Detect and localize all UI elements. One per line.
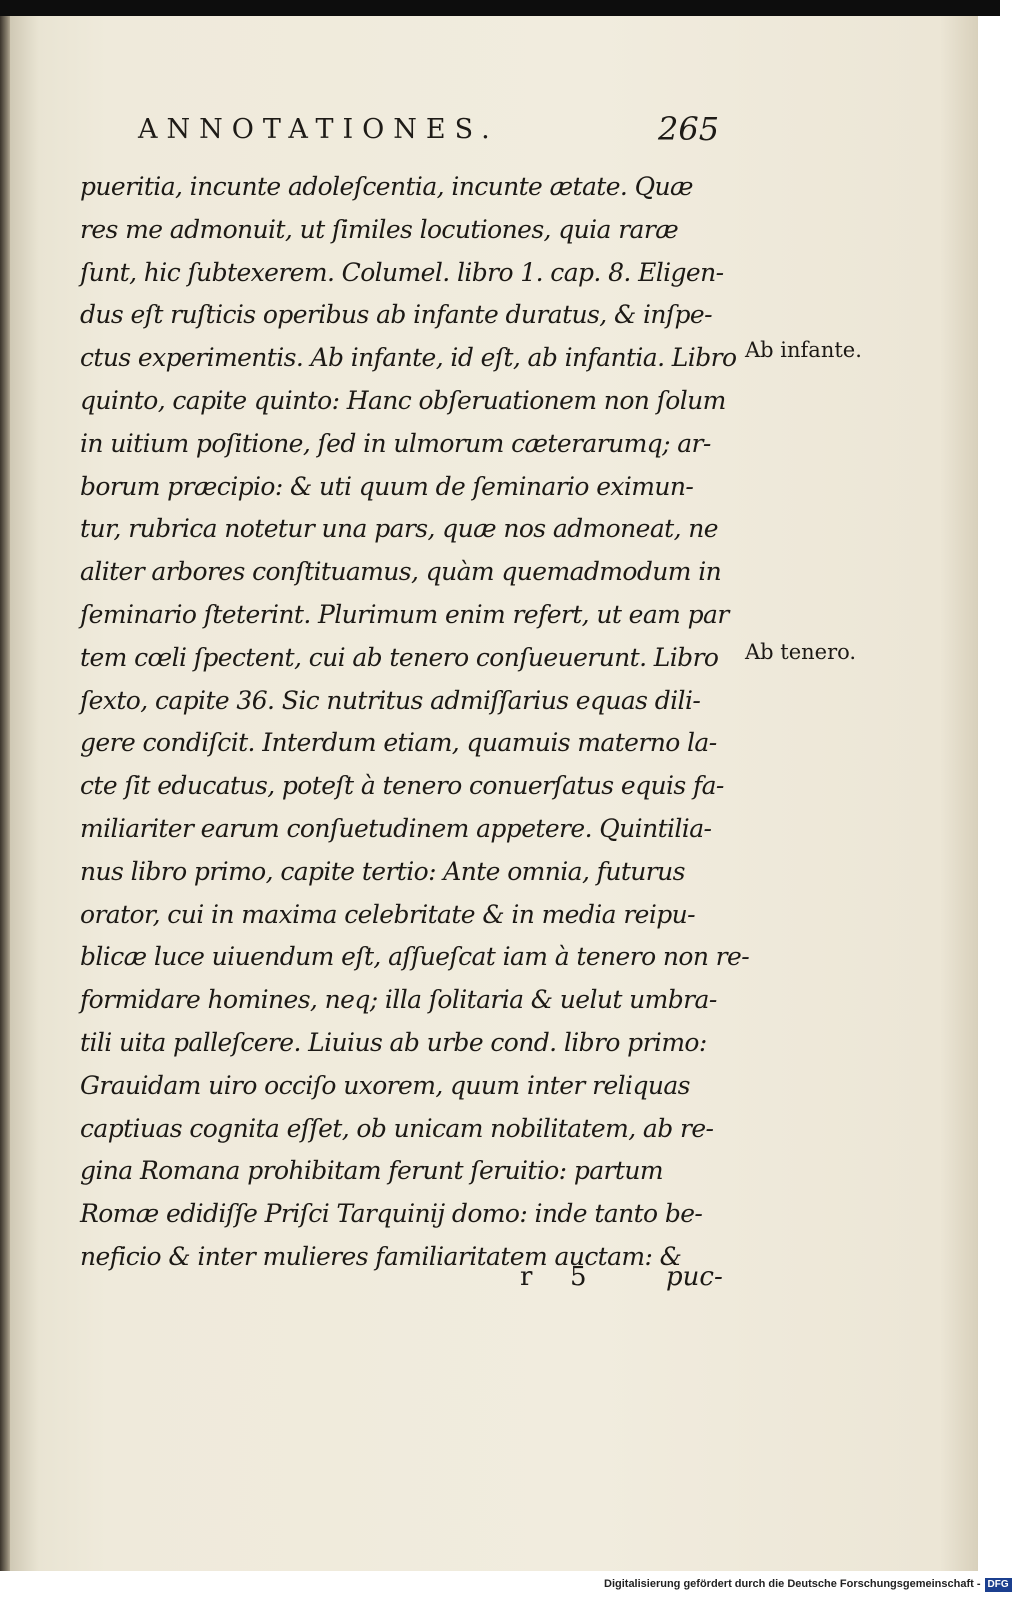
text-line: orator, cui in maxima celebritate & in media reipu- (80, 899, 696, 929)
text-line: Grauidam uiro occiſo uxorem, quum inter reliquas (80, 1070, 690, 1100)
page-number: 265 (658, 110, 720, 148)
text-line: dus eſt ruſticis operibus ab infante duratus, & inſpe- (80, 300, 712, 330)
catchword: puc- (666, 1262, 723, 1292)
dfg-logo-icon: DFG (985, 1578, 1012, 1592)
text-line: ſunt, hic ſubtexerem. Columel. libro 1. cap. 8. Eligen- (80, 257, 724, 287)
digitization-credit (604, 1578, 1009, 1594)
text-line: quinto, capite quinto: Hanc obſeruationem non ſolum (80, 385, 726, 415)
text-line: cte ſit educatus, poteſt à tenero conuerſatus equis fa- (80, 771, 724, 801)
page-header (138, 110, 738, 160)
text-line: in uitium poſitione, ſed in ulmorum cæterarumq; ar- (80, 428, 711, 458)
text-line: ctus experimentis. Ab infante, id eſt, ab infantia. Libro (80, 343, 737, 373)
text-block (80, 166, 750, 1279)
marginal-note-ab-infante: Ab infante. (745, 338, 862, 362)
text-line: ſeminario ſteterint. Plurimum enim refert, ut eam par (80, 599, 729, 629)
text-line: res me admonuit, ut ſimiles locutiones, quia raræ (80, 214, 679, 244)
text-line: formidare homines, neq; illa ſolitaria & uelut umbra- (80, 985, 717, 1015)
text-line: neficio & inter mulieres familiaritatem auctam: & (80, 1241, 682, 1271)
text-line: nus libro primo, capite tertio: Ante omnia, futurus (80, 856, 685, 886)
text-line: blicæ luce uiuendum eſt, aſſueſcat iam à tenero non re- (80, 942, 750, 972)
catchline (520, 1262, 740, 1302)
text-line: miliariter earum conſuetudinem appetere. Quintilia- (80, 813, 712, 843)
text-line: tem cœli ſpectent, cui ab tenero conſueuerunt. Libro (80, 642, 719, 672)
text-line: captiuas cognita eſſet, ob unicam nobilitatem, ab re- (80, 1113, 714, 1143)
text-line: ſexto, capite 36. Sic nutritus admiſſarius equas dili- (80, 685, 701, 715)
text-line: aliter arbores conſtituamus, quàm quemadmodum in (80, 557, 722, 587)
text-line: pueritia, incunte adoleſcentia, incunte ætate. Quæ (80, 172, 693, 201)
signature-number: 5 (570, 1262, 587, 1292)
text-line: borum præcipio: & uti quum de ſeminario eximun- (80, 471, 694, 501)
scan-top-border (0, 0, 1000, 16)
marginal-note-ab-tenero: Ab tenero. (745, 640, 857, 664)
signature-letter: r (520, 1262, 533, 1292)
text-line: gina Romana prohibitam ferunt ſeruitio: partum (80, 1156, 663, 1186)
text-line: tur, rubrica notetur una pars, quæ nos admoneat, ne (80, 514, 718, 544)
text-line: gere condiſcit. Interdum etiam, quamuis materno la- (80, 728, 717, 758)
text-line: Romæ edidiſſe Priſci Tarquinij domo: inde tanto be- (80, 1199, 703, 1229)
text-line: tili uita palleſcere. Liuius ab urbe cond. libro primo: (80, 1027, 707, 1057)
scan-right-margin (978, 16, 1000, 1571)
credit-text: Digitalisierung gefördert durch die Deutsche Forschungsgemeinschaft - (604, 1578, 981, 1590)
running-head: ANNOTATIONES. (138, 114, 499, 145)
